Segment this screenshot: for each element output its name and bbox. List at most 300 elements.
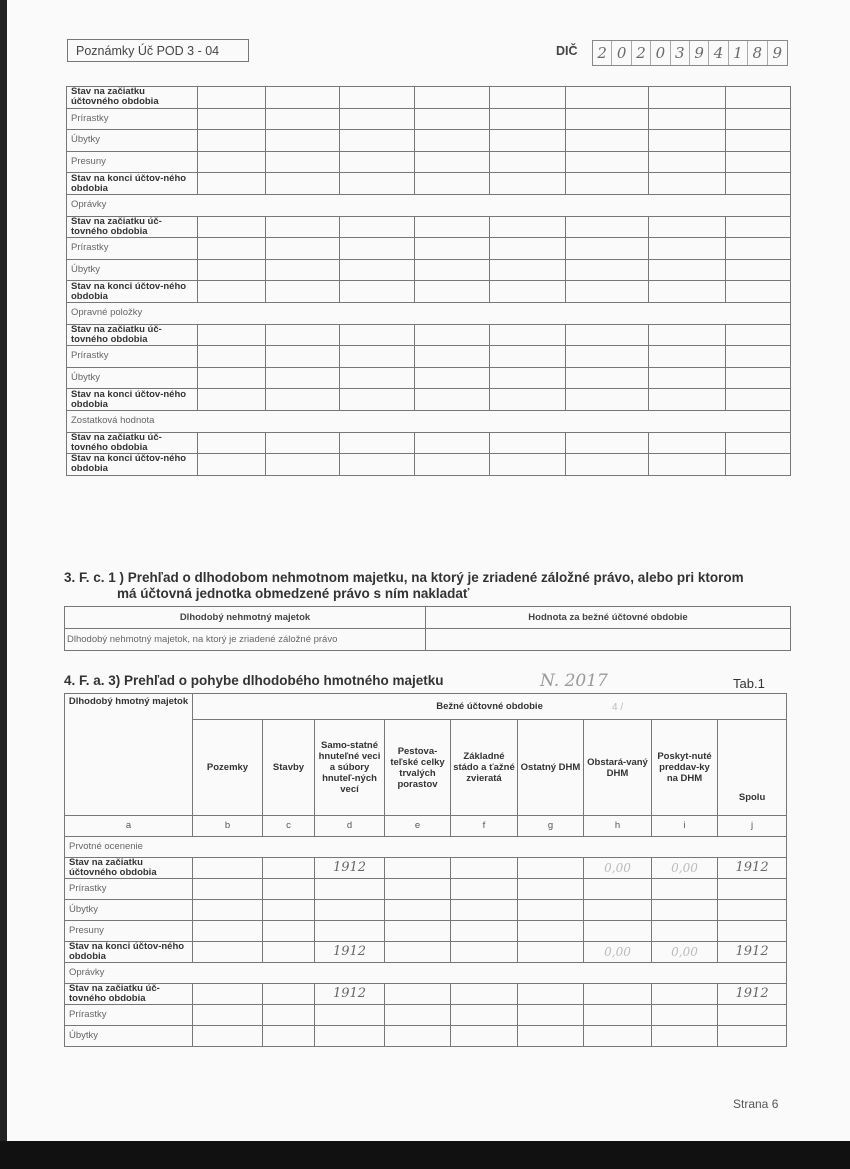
value-cell: [490, 151, 566, 173]
value-cell: [385, 900, 451, 921]
value-cell: [198, 324, 266, 346]
value-cell: [566, 454, 649, 476]
value-cell: [266, 130, 340, 152]
value-cell: [266, 454, 340, 476]
value-cell: 0,00: [652, 858, 718, 879]
value-cell: [490, 238, 566, 260]
table-row: [67, 151, 791, 173]
value-cell: [385, 1026, 451, 1047]
table-row: [67, 302, 791, 324]
value-cell: [566, 389, 649, 411]
page-number: Strana 6: [733, 1097, 779, 1111]
form-title: Poznámky Úč POD 3 - 04: [67, 39, 249, 62]
value-cell: [340, 173, 415, 195]
value-cell: 1912: [315, 984, 385, 1005]
value-cell: [726, 454, 791, 476]
value-cell: [451, 858, 518, 879]
table-number: Tab.1: [733, 676, 765, 691]
value-cell: [726, 151, 791, 173]
value-cell: [726, 324, 791, 346]
value-cell: [415, 389, 490, 411]
value-cell: [566, 281, 649, 303]
value-cell: [566, 432, 649, 454]
value-cell: [266, 108, 340, 130]
value-cell: [193, 879, 263, 900]
row-label: Oprávky: [65, 963, 787, 984]
value-cell: [451, 1005, 518, 1026]
value-cell: [566, 367, 649, 389]
value-cell: [415, 238, 490, 260]
value-cell: [198, 281, 266, 303]
value-cell: [415, 346, 490, 368]
value-cell: [415, 87, 490, 109]
value-cell: [198, 454, 266, 476]
value-cell: [198, 367, 266, 389]
value-cell: [315, 1005, 385, 1026]
dic-digit: 9: [772, 44, 782, 62]
value-cell: [652, 900, 718, 921]
value-cell: [490, 281, 566, 303]
value-cell: [263, 879, 315, 900]
row-label: Opravné položky: [67, 302, 791, 324]
value-cell: [193, 858, 263, 879]
value-cell: [385, 879, 451, 900]
row-label: Oprávky: [67, 194, 791, 216]
value-cell: [198, 151, 266, 173]
table-row: [67, 389, 791, 411]
value-cell: [718, 1026, 787, 1047]
column-header: Pestova-teľské celky trvalých porastov: [385, 720, 451, 816]
value-cell: [584, 1026, 652, 1047]
value-cell: [340, 281, 415, 303]
value-cell: [518, 900, 584, 921]
table-row: [67, 346, 791, 368]
value-cell: [340, 87, 415, 109]
table-row: [65, 963, 787, 984]
value-cell: [385, 1005, 451, 1026]
value-cell: [566, 130, 649, 152]
dic-digit: 0: [612, 41, 631, 65]
table-row: [65, 1005, 787, 1026]
value-cell: [415, 259, 490, 281]
row-label: Stav na začiatku úč-tovného obdobia: [67, 432, 198, 454]
value-cell: [584, 921, 652, 942]
value-cell: [340, 367, 415, 389]
row-label: Presuny: [65, 921, 193, 942]
column-header: Poskyt-nuté preddav-ky na DHM: [652, 720, 718, 816]
table-row: [65, 921, 787, 942]
value-cell: [198, 216, 266, 238]
value-cell: [415, 432, 490, 454]
table-row: [65, 1026, 787, 1047]
value-cell: [649, 432, 726, 454]
column-header: Samo-statné hnuteľné veci a súbory hnuteľ-ných vecí: [315, 720, 385, 816]
row-label: Presuny: [67, 151, 198, 173]
handwritten-mark: 4 /: [612, 702, 624, 713]
value-cell: [649, 216, 726, 238]
value-cell: [490, 389, 566, 411]
table-row: [67, 216, 791, 238]
value-cell: [566, 87, 649, 109]
value-cell: [340, 130, 415, 152]
value-cell: [718, 1005, 787, 1026]
value-cell: [451, 879, 518, 900]
column-header: Základné stádo a ťažné zvieratá: [451, 720, 518, 816]
value-cell: [415, 324, 490, 346]
value-cell: [490, 87, 566, 109]
value-cell: 1912: [718, 984, 787, 1005]
value-cell: [490, 108, 566, 130]
value-cell: [652, 984, 718, 1005]
value-cell: [193, 900, 263, 921]
value-cell: [415, 216, 490, 238]
value-cell: [266, 238, 340, 260]
value-cell: [266, 324, 340, 346]
value-cell: [726, 130, 791, 152]
pledged-intangible-table: [64, 606, 791, 651]
dic-label: DIČ: [556, 44, 578, 58]
column-letter: i: [652, 816, 718, 837]
intangible-assets-table: [66, 86, 791, 476]
value-cell: [263, 858, 315, 879]
value-cell: [726, 173, 791, 195]
value-cell: [649, 87, 726, 109]
value-cell: [263, 984, 315, 1005]
value-cell: [198, 432, 266, 454]
value-cell: [726, 259, 791, 281]
value-cell: [266, 173, 340, 195]
column-header: Hodnota za bežné účtovné obdobie: [426, 607, 791, 629]
value-cell: [198, 259, 266, 281]
row-label: Prírastky: [67, 108, 198, 130]
table-row: [65, 900, 787, 921]
value-cell: [649, 151, 726, 173]
table-row: [67, 87, 791, 109]
value-cell: [566, 238, 649, 260]
dic-digit: 2: [632, 41, 651, 65]
column-letter: e: [385, 816, 451, 837]
value-cell: [198, 389, 266, 411]
value-cell: [584, 879, 652, 900]
value-cell: [315, 921, 385, 942]
value-cell: [385, 942, 451, 963]
value-cell: [518, 942, 584, 963]
value-cell: [490, 130, 566, 152]
table-row: [67, 259, 791, 281]
value-cell: [315, 879, 385, 900]
row-label: Stav na konci účtov-ného obdobia: [67, 389, 198, 411]
value-cell: [566, 151, 649, 173]
value-cell: [415, 108, 490, 130]
value-cell: [490, 259, 566, 281]
value-cell: [415, 281, 490, 303]
row-label: Úbytky: [67, 367, 198, 389]
value-cell: [451, 1026, 518, 1047]
value-cell: [490, 216, 566, 238]
value-cell: [415, 367, 490, 389]
value-cell: [518, 921, 584, 942]
value-cell: [490, 346, 566, 368]
table-row: [67, 454, 791, 476]
column-letters-row: [65, 816, 787, 837]
value-cell: [566, 324, 649, 346]
table-row: [65, 942, 787, 963]
column-header: Pozemky: [193, 720, 263, 816]
value-cell: [649, 173, 726, 195]
column-letter: b: [193, 816, 263, 837]
value-cell: [726, 238, 791, 260]
value-cell: [198, 87, 266, 109]
scan-edge-bottom: [0, 1141, 850, 1169]
row-label: Stav na začiatku účtovného obdobia: [65, 858, 193, 879]
value-cell: [490, 367, 566, 389]
column-header: Ostatný DHM: [518, 720, 584, 816]
value-cell: [451, 921, 518, 942]
column-header: Dlhodobý nehmotný majetok: [65, 607, 426, 629]
table-row: [67, 108, 791, 130]
dic-field: [592, 40, 788, 66]
value-cell: [566, 346, 649, 368]
value-cell: [518, 984, 584, 1005]
stub-header: Dlhodobý hmotný majetok: [65, 694, 193, 816]
value-cell: [340, 216, 415, 238]
value-cell: [584, 984, 652, 1005]
column-header: Spolu: [718, 720, 787, 816]
row-label: Prírastky: [67, 238, 198, 260]
column-letter: g: [518, 816, 584, 837]
value-cell: [490, 324, 566, 346]
dic-digit: 3: [671, 41, 690, 65]
value-cell: [263, 1005, 315, 1026]
table-row: [67, 432, 791, 454]
value-cell: [340, 454, 415, 476]
column-letter: j: [718, 816, 787, 837]
value-cell: [518, 1005, 584, 1026]
value-cell: [649, 259, 726, 281]
value-cell: [649, 367, 726, 389]
table-header-row: [65, 694, 787, 720]
value-cell: [385, 984, 451, 1005]
column-header: Obstará-vaný DHM: [584, 720, 652, 816]
row-label: Stav na začiatku úč-tovného obdobia: [65, 984, 193, 1005]
column-letter: c: [263, 816, 315, 837]
dic-digit: 0: [651, 41, 670, 65]
value-cell: [193, 984, 263, 1005]
row-label: Úbytky: [65, 1026, 193, 1047]
value-cell: [566, 259, 649, 281]
column-letter: f: [451, 816, 518, 837]
value-cell: [718, 921, 787, 942]
value-cell: [385, 921, 451, 942]
value-cell: [340, 432, 415, 454]
table-row: [65, 629, 791, 651]
value-cell: [198, 238, 266, 260]
value-cell: [584, 900, 652, 921]
row-label: Zostatková hodnota: [67, 410, 791, 432]
value-cell: [718, 879, 787, 900]
value-cell: [726, 108, 791, 130]
value-cell: [649, 346, 726, 368]
value-cell: [566, 108, 649, 130]
value-cell: [415, 173, 490, 195]
table-row: [65, 858, 787, 879]
value-cell: [340, 108, 415, 130]
value-cell: [198, 108, 266, 130]
value-cell: [426, 629, 791, 651]
value-cell: 1912: [718, 942, 787, 963]
row-label: Úbytky: [65, 900, 193, 921]
value-cell: [193, 921, 263, 942]
dic-digit: 9: [690, 41, 709, 65]
row-label: Stav na konci účtov-ného obdobia: [67, 454, 198, 476]
value-cell: [193, 1026, 263, 1047]
table-row: [67, 130, 791, 152]
value-cell: [266, 432, 340, 454]
row-label: Úbytky: [67, 130, 198, 152]
value-cell: [415, 454, 490, 476]
value-cell: [451, 900, 518, 921]
table-row: [65, 984, 787, 1005]
table-row: [67, 367, 791, 389]
column-header: Stavby: [263, 720, 315, 816]
value-cell: [649, 389, 726, 411]
value-cell: [415, 130, 490, 152]
table-row: [67, 194, 791, 216]
value-cell: [726, 389, 791, 411]
table-row: [65, 879, 787, 900]
value-cell: [490, 432, 566, 454]
value-cell: 1912: [315, 858, 385, 879]
value-cell: [718, 900, 787, 921]
row-label: Dlhodobý nehmotný majetok, na ktorý je zriadené záložné právo: [65, 629, 426, 651]
value-cell: [266, 87, 340, 109]
value-cell: [266, 281, 340, 303]
row-label: Stav na konci účtov-ného obdobia: [67, 173, 198, 195]
value-cell: [652, 1026, 718, 1047]
value-cell: [198, 173, 266, 195]
row-label: Stav na konci účtov-ného obdobia: [67, 281, 198, 303]
column-letter: d: [315, 816, 385, 837]
value-cell: [726, 432, 791, 454]
value-cell: [266, 367, 340, 389]
value-cell: [315, 1026, 385, 1047]
value-cell: [340, 259, 415, 281]
value-cell: [193, 942, 263, 963]
value-cell: [385, 858, 451, 879]
value-cell: [340, 389, 415, 411]
value-cell: [649, 108, 726, 130]
row-label: Prvotné ocenenie: [65, 837, 787, 858]
section3-title: 3. F. c. 1 ) Prehľad o dlhodobom nehmotnom majetku, na ktorý je zriadené záložné právo, alebo pri ktorom: [64, 570, 744, 585]
row-label: Stav na začiatku účtovného obdobia: [67, 87, 198, 109]
value-cell: [451, 984, 518, 1005]
value-cell: [518, 858, 584, 879]
value-cell: [451, 942, 518, 963]
value-cell: [518, 879, 584, 900]
value-cell: [518, 1026, 584, 1047]
table-header-row: [65, 607, 791, 629]
dic-digit: 2: [593, 41, 612, 65]
table-row: [67, 324, 791, 346]
value-cell: [266, 259, 340, 281]
value-cell: [193, 1005, 263, 1026]
dic-digit: 4: [709, 41, 728, 65]
value-cell: [584, 1005, 652, 1026]
value-cell: [340, 151, 415, 173]
value-cell: [490, 173, 566, 195]
value-cell: [726, 281, 791, 303]
value-cell: [340, 346, 415, 368]
section4-title: 4. F. a. 3) Prehľad o pohybe dlhodobého hmotného majetku: [64, 673, 444, 688]
column-letter: h: [584, 816, 652, 837]
row-label: Stav na konci účtov-ného obdobia: [65, 942, 193, 963]
value-cell: [263, 921, 315, 942]
section3-title-cont: má účtovná jednotka obmedzené právo s ním nakladať: [117, 586, 470, 601]
table-row: [65, 837, 787, 858]
tangible-assets-table: [64, 693, 787, 1047]
value-cell: [198, 130, 266, 152]
value-cell: [566, 173, 649, 195]
dic-digit: 1: [729, 41, 748, 65]
value-cell: [198, 346, 266, 368]
table-row: [67, 281, 791, 303]
value-cell: [415, 151, 490, 173]
value-cell: [649, 130, 726, 152]
value-cell: [649, 324, 726, 346]
value-cell: [726, 216, 791, 238]
value-cell: [263, 1026, 315, 1047]
dic-digit: 8: [748, 41, 767, 65]
scan-edge: [0, 0, 7, 1169]
row-label: Prírastky: [67, 346, 198, 368]
value-cell: 0,00: [584, 942, 652, 963]
value-cell: [266, 389, 340, 411]
value-cell: [340, 324, 415, 346]
table-row: [67, 173, 791, 195]
row-label: Stav na začiatku úč-tovného obdobia: [67, 216, 198, 238]
period-header: Bežné účtovné obdobie: [193, 694, 787, 720]
row-label: Prírastky: [65, 1005, 193, 1026]
value-cell: [490, 454, 566, 476]
value-cell: [266, 151, 340, 173]
handwritten-year: N. 2017: [540, 671, 608, 691]
value-cell: [315, 900, 385, 921]
value-cell: [263, 942, 315, 963]
row-label: Úbytky: [67, 259, 198, 281]
value-cell: 0,00: [652, 942, 718, 963]
value-cell: [340, 238, 415, 260]
table-row: [67, 410, 791, 432]
row-label: Stav na začiatku úč-tovného obdobia: [67, 324, 198, 346]
value-cell: [726, 346, 791, 368]
value-cell: [566, 216, 649, 238]
value-cell: [649, 281, 726, 303]
value-cell: [649, 454, 726, 476]
value-cell: [726, 367, 791, 389]
table-row: [67, 238, 791, 260]
value-cell: [652, 879, 718, 900]
value-cell: [266, 346, 340, 368]
value-cell: [652, 1005, 718, 1026]
value-cell: [263, 900, 315, 921]
value-cell: 1912: [315, 942, 385, 963]
column-letter: a: [65, 816, 193, 837]
value-cell: [649, 238, 726, 260]
value-cell: [726, 87, 791, 109]
row-label: Prírastky: [65, 879, 193, 900]
value-cell: [266, 216, 340, 238]
value-cell: [652, 921, 718, 942]
